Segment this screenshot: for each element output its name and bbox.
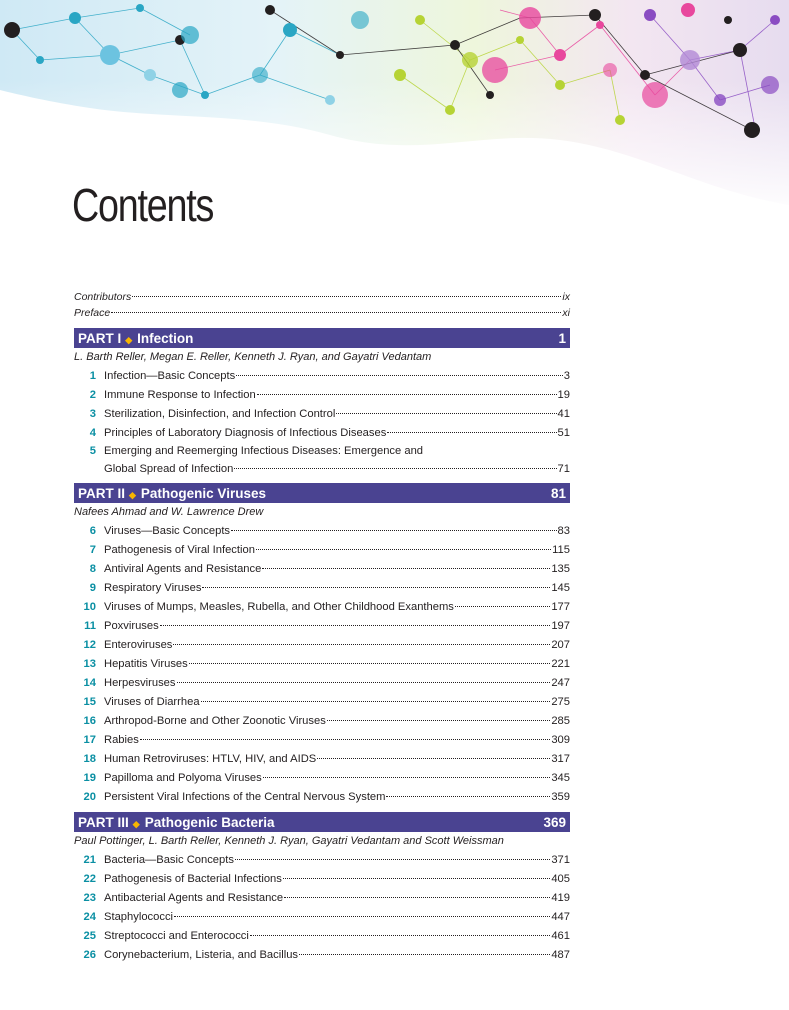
chapter-number: 25 xyxy=(83,930,96,942)
chapter-title: Poxviruses xyxy=(104,620,159,632)
chapter-number: 12 xyxy=(83,639,96,651)
chapter-page: 405 xyxy=(551,873,570,885)
dot-leader xyxy=(111,303,561,316)
chapter-page: 317 xyxy=(551,753,570,765)
entry-page: xi xyxy=(562,307,570,319)
toc-entry-preface[interactable] xyxy=(74,303,570,319)
toc-chapter-8[interactable] xyxy=(74,559,570,578)
chapter-title: Arthropod-Borne and Other Zoonotic Viruses xyxy=(104,715,326,727)
dot-leader xyxy=(234,459,556,472)
chapter-title: Persistent Viral Infections of the Central Nervous System xyxy=(104,791,386,803)
chapter-number: 19 xyxy=(83,772,96,784)
chapter-page: 115 xyxy=(552,544,570,556)
dot-leader xyxy=(387,423,556,436)
table-of-contents xyxy=(74,287,570,964)
chapter-number: 17 xyxy=(83,734,96,746)
toc-chapter-19[interactable] xyxy=(74,768,570,787)
dot-leader xyxy=(283,869,550,882)
part-label: PART III xyxy=(78,814,129,830)
part-page: 1 xyxy=(558,330,566,346)
chapter-title: Viruses of Mumps, Measles, Rubella, and Other Childhood Exanthems xyxy=(104,601,454,613)
chapter-title: Rabies xyxy=(104,734,139,746)
chapter-page: 207 xyxy=(551,639,570,651)
chapter-number: 10 xyxy=(83,601,96,613)
chapter-number: 1 xyxy=(89,370,96,382)
dot-leader xyxy=(177,673,551,686)
chapter-page: 197 xyxy=(551,620,570,632)
chapter-title: Infection—Basic Concepts xyxy=(104,370,236,382)
chapter-title: Respiratory Viruses xyxy=(104,582,202,594)
chapter-page: 51 xyxy=(557,427,570,439)
chapter-page: 419 xyxy=(551,892,570,904)
part-name: Pathogenic Viruses xyxy=(140,485,266,501)
diamond-icon: ◆ xyxy=(132,818,140,829)
dot-leader xyxy=(257,385,557,398)
dot-leader xyxy=(174,907,550,920)
toc-chapter-5[interactable] xyxy=(74,442,570,477)
dot-leader xyxy=(317,749,550,762)
part-authors: L. Barth Reller, Megan E. Reller, Kenneth J. Ryan, and Gayatri Vedantam xyxy=(74,351,432,363)
chapter-number: 3 xyxy=(89,408,96,420)
chapter-page: 285 xyxy=(551,715,570,727)
dot-leader xyxy=(386,787,550,800)
toc-chapter-15[interactable] xyxy=(74,692,570,711)
chapter-page: 3 xyxy=(563,370,570,382)
dot-leader xyxy=(250,926,550,939)
part-header-2[interactable] xyxy=(74,483,570,503)
toc-chapter-20[interactable] xyxy=(74,787,570,806)
chapter-page: 221 xyxy=(551,658,570,670)
chapter-page: 145 xyxy=(551,582,570,594)
chapter-number: 18 xyxy=(83,753,96,765)
chapter-title-line-2: Global Spread of Infection xyxy=(104,463,234,475)
toc-chapter-21[interactable] xyxy=(74,850,570,869)
toc-chapter-6[interactable] xyxy=(74,521,570,540)
dot-leader xyxy=(256,540,551,553)
part-name: Pathogenic Bacteria xyxy=(144,814,275,830)
dot-leader xyxy=(262,559,550,572)
dot-leader xyxy=(160,616,551,629)
part-page: 81 xyxy=(550,485,566,501)
chapter-page: 447 xyxy=(551,911,570,923)
chapter-number: 24 xyxy=(83,911,96,923)
chapter-number: 22 xyxy=(83,873,96,885)
dot-leader xyxy=(201,692,551,705)
chapter-page: 371 xyxy=(551,854,570,866)
chapter-title: Corynebacterium, Listeria, and Bacillus xyxy=(104,949,299,961)
page-title: Contents xyxy=(72,179,214,231)
dot-leader xyxy=(173,635,550,648)
dot-leader xyxy=(284,888,550,901)
part-page: 369 xyxy=(543,814,566,830)
toc-chapter-18[interactable] xyxy=(74,749,570,768)
chapter-page: 135 xyxy=(551,563,570,575)
diamond-icon: ◆ xyxy=(125,334,133,345)
toc-chapter-14[interactable] xyxy=(74,673,570,692)
part-header-1[interactable] xyxy=(74,328,570,348)
chapter-page: 345 xyxy=(551,772,570,784)
toc-chapter-13[interactable] xyxy=(74,654,570,673)
dot-leader xyxy=(202,578,550,591)
chapter-title: Viruses of Diarrhea xyxy=(104,696,200,708)
toc-chapter-16[interactable] xyxy=(74,711,570,730)
dot-leader xyxy=(235,850,550,863)
chapter-title: Pathogenesis of Viral Infection xyxy=(104,544,255,556)
dot-leader xyxy=(263,768,551,781)
chapter-number: 13 xyxy=(83,658,96,670)
toc-chapter-26[interactable] xyxy=(74,945,570,964)
part-header-3[interactable] xyxy=(74,812,570,832)
dot-leader xyxy=(455,597,550,610)
chapter-number: 11 xyxy=(84,620,96,632)
chapter-title: Sterilization, Disinfection, and Infection Control xyxy=(104,408,336,420)
chapter-title: Antibacterial Agents and Resistance xyxy=(104,892,284,904)
chapter-page: 83 xyxy=(557,525,570,537)
toc-chapter-17[interactable] xyxy=(74,730,570,749)
chapter-page: 275 xyxy=(551,696,570,708)
toc-chapter-2[interactable] xyxy=(74,385,570,404)
toc-chapter-23[interactable] xyxy=(74,888,570,907)
part-authors: Nafees Ahmad and W. Lawrence Drew xyxy=(74,506,264,518)
chapter-title: Hepatitis Viruses xyxy=(104,658,188,670)
toc-chapter-9[interactable] xyxy=(74,578,570,597)
chapter-title: Bacteria—Basic Concepts xyxy=(104,854,234,866)
chapter-number: 14 xyxy=(83,677,96,689)
chapter-page: 309 xyxy=(551,734,570,746)
dot-leader xyxy=(231,521,557,534)
dot-leader xyxy=(140,730,551,743)
toc-chapter-22[interactable] xyxy=(74,869,570,888)
chapter-number: 6 xyxy=(89,525,96,537)
chapter-number: 4 xyxy=(89,427,96,439)
toc-chapter-4[interactable] xyxy=(74,423,570,442)
chapter-page: 461 xyxy=(551,930,570,942)
dot-leader xyxy=(327,711,551,724)
chapter-number: 21 xyxy=(83,854,96,866)
chapter-number: 9 xyxy=(89,582,96,594)
dot-leader xyxy=(336,404,556,417)
chapter-number: 15 xyxy=(83,696,96,708)
chapter-title: Viruses—Basic Concepts xyxy=(104,525,231,537)
chapter-number: 23 xyxy=(83,892,96,904)
toc-chapter-1[interactable] xyxy=(74,366,570,385)
toc-chapter-10[interactable] xyxy=(74,597,570,616)
toc-chapter-7[interactable] xyxy=(74,540,570,559)
dot-leader xyxy=(236,366,563,379)
chapter-title: Pathogenesis of Bacterial Infections xyxy=(104,873,282,885)
toc-entry-contributors[interactable] xyxy=(74,287,570,303)
diamond-icon: ◆ xyxy=(129,489,136,500)
entry-title: Contributors xyxy=(74,291,132,303)
chapter-number: 8 xyxy=(89,563,96,575)
dot-leader xyxy=(132,287,561,300)
dot-leader xyxy=(189,654,551,667)
chapter-page: 247 xyxy=(551,677,570,689)
chapter-title: Papilloma and Polyoma Viruses xyxy=(104,772,262,784)
toc-chapter-12[interactable] xyxy=(74,635,570,654)
chapter-title: Streptococci and Enterococci xyxy=(104,930,249,942)
chapter-number: 16 xyxy=(83,715,96,727)
part-authors: Paul Pottinger, L. Barth Reller, Kenneth J. Ryan, Gayatri Vedantam and Scott Weissman xyxy=(74,835,504,847)
chapter-number: 5 xyxy=(89,445,96,457)
chapter-title: Enteroviruses xyxy=(104,639,173,651)
chapter-title: Staphylococci xyxy=(104,911,174,923)
toc-chapter-25[interactable] xyxy=(74,926,570,945)
toc-chapter-11[interactable] xyxy=(74,616,570,635)
chapter-title: Immune Response to Infection xyxy=(104,389,256,401)
chapter-title-line-1: Emerging and Reemerging Infectious Diseases: Emergence and xyxy=(104,445,424,457)
toc-chapter-24[interactable] xyxy=(74,907,570,926)
chapter-number: 20 xyxy=(83,791,96,803)
toc-chapter-3[interactable] xyxy=(74,404,570,423)
chapter-number: 7 xyxy=(89,544,96,556)
chapter-page: 487 xyxy=(551,949,570,961)
part-name: Infection xyxy=(137,330,194,346)
chapter-page: 177 xyxy=(551,601,570,613)
chapter-title: Herpesviruses xyxy=(104,677,176,689)
part-label: PART II xyxy=(78,485,125,501)
chapter-title: Principles of Laboratory Diagnosis of Infectious Diseases xyxy=(104,427,387,439)
chapter-title: Human Retroviruses: HTLV, HIV, and AIDS xyxy=(104,753,317,765)
chapter-page: 71 xyxy=(557,463,570,475)
chapter-number: 26 xyxy=(83,949,96,961)
part-label: PART I xyxy=(78,330,122,346)
chapter-page: 41 xyxy=(557,408,570,420)
chapter-page: 359 xyxy=(551,791,570,803)
chapter-number: 2 xyxy=(89,389,96,401)
entry-page: ix xyxy=(562,291,570,303)
entry-title: Preface xyxy=(74,307,111,319)
dot-leader xyxy=(299,945,550,958)
chapter-title: Antiviral Agents and Resistance xyxy=(104,563,262,575)
chapter-page: 19 xyxy=(557,389,570,401)
